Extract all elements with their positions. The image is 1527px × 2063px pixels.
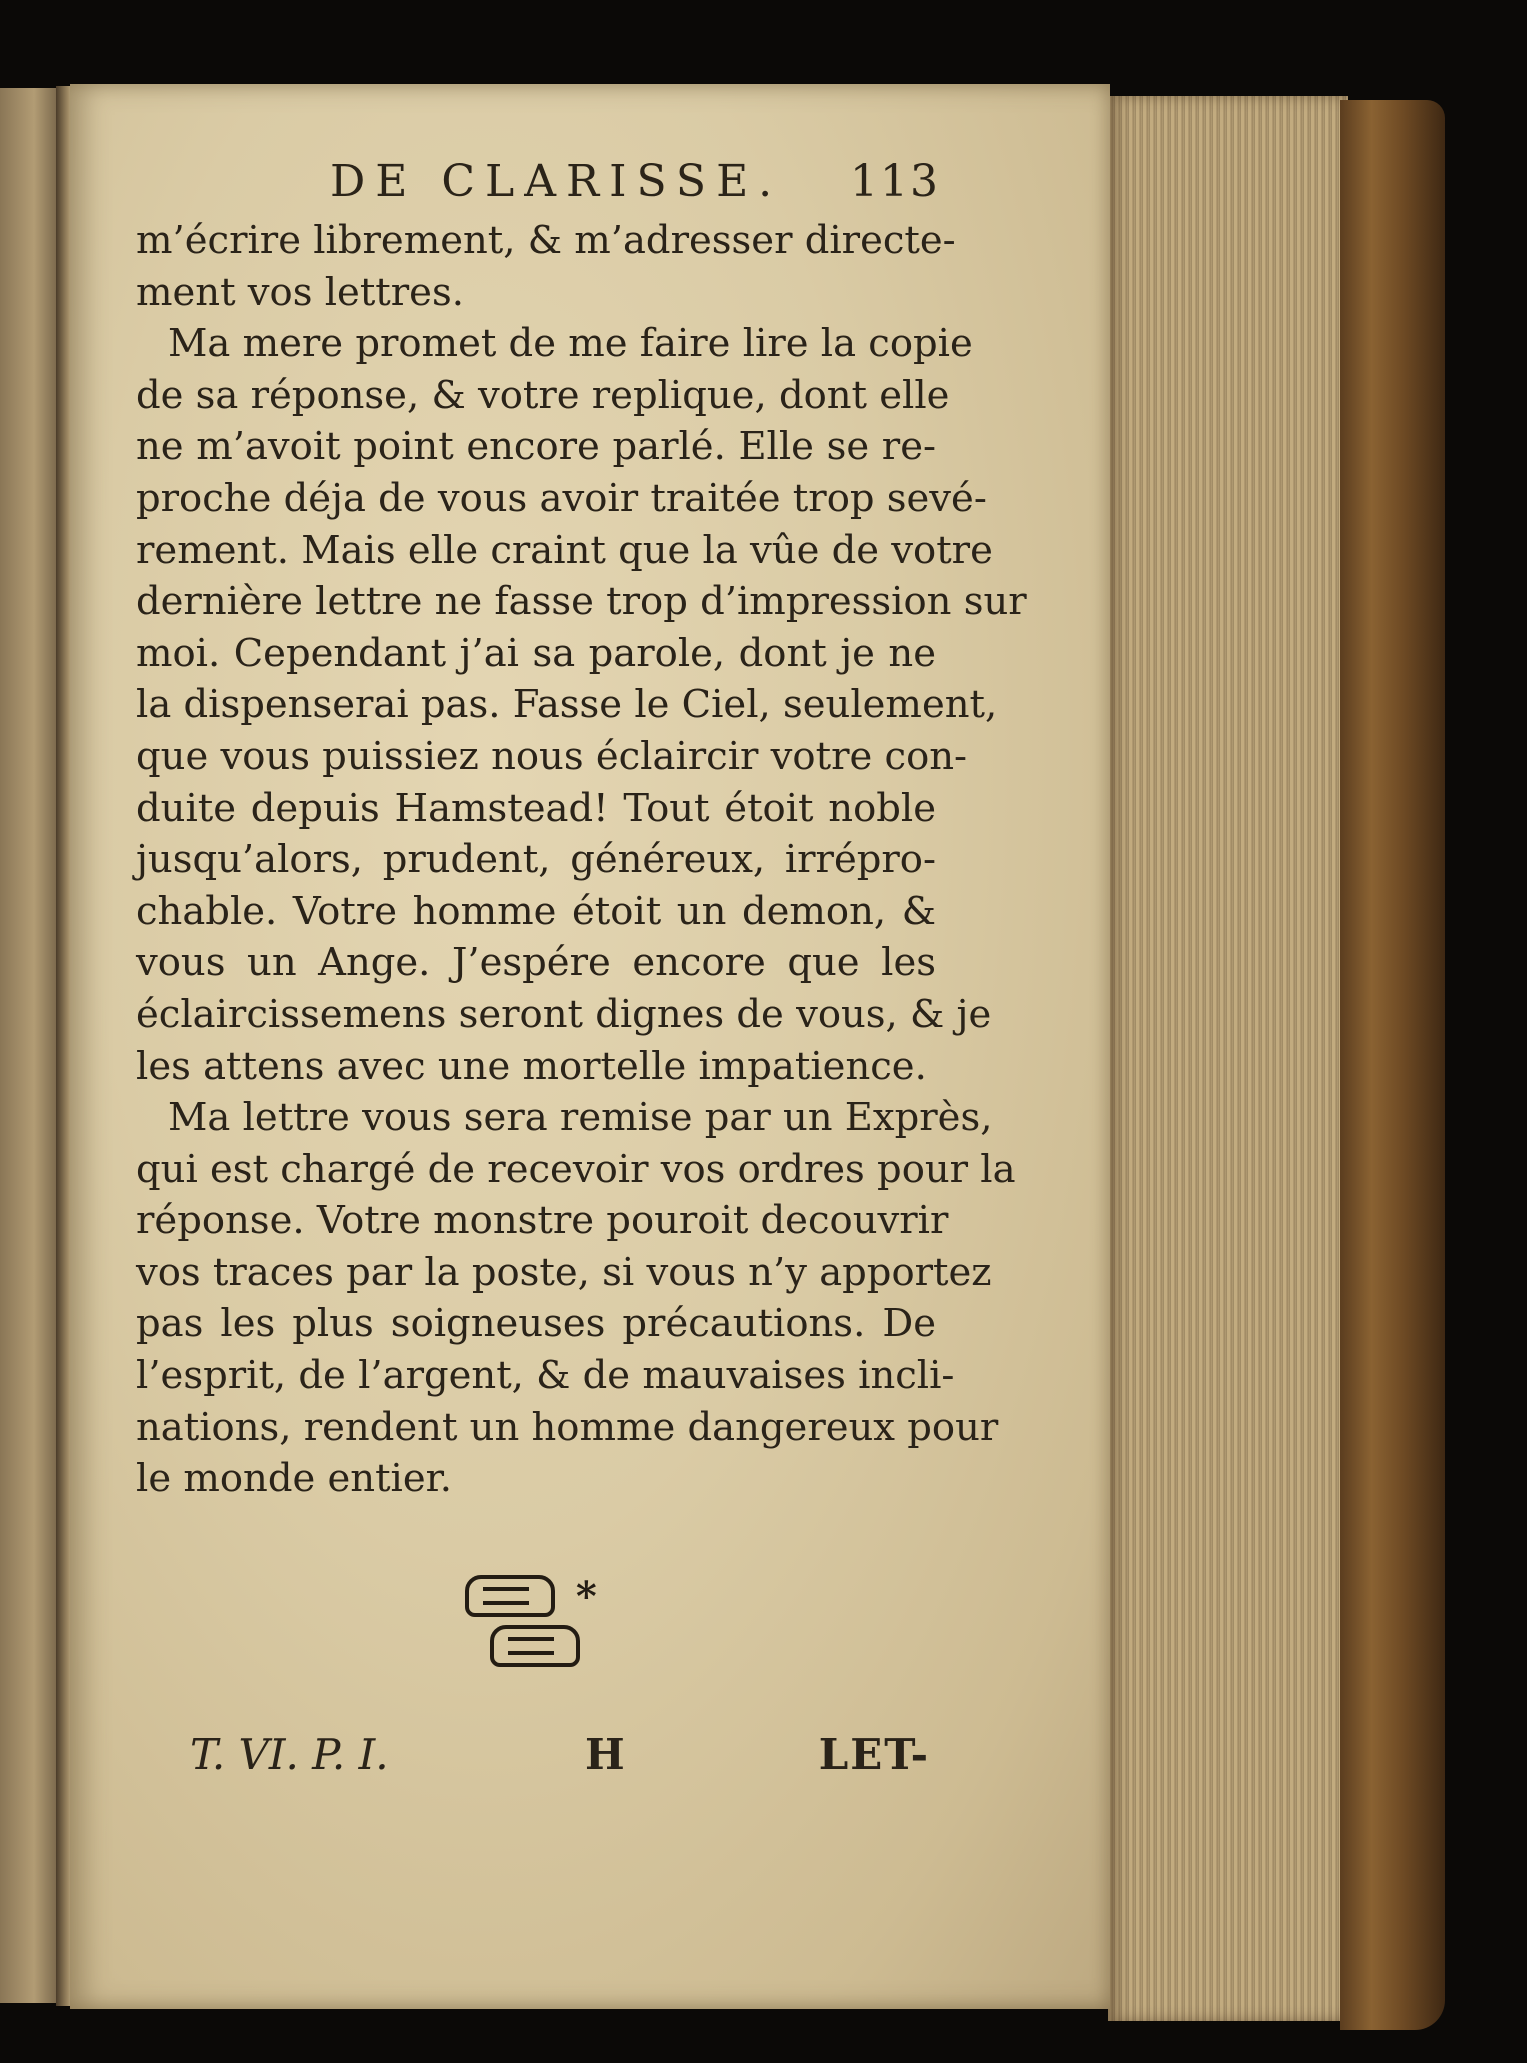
text-line: de sa réponse, & votre replique, dont elle — [136, 372, 950, 418]
page-number: 113 — [850, 156, 940, 207]
page-footer — [190, 1730, 930, 1786]
text-line: réponse. Votre monstre pouroit decouvrir — [136, 1198, 949, 1244]
text-line: m’écrire librement, & m’adresser directe- — [136, 218, 956, 263]
text-line: moi. Cependant j’ai sa parole, dont je ne — [136, 630, 936, 676]
ornament-left-icon — [465, 1575, 555, 1617]
text-line: dernière lettre ne fasse trop d’impression sur — [136, 579, 1027, 625]
text-line: Ma mere promet de me faire lire la copie — [168, 321, 973, 367]
text-line: jusqu’alors, prudent, généreux, irrépro- — [136, 837, 936, 883]
body-text — [136, 215, 1027, 1505]
ornament-star: * — [575, 1572, 599, 1620]
running-header — [330, 156, 940, 207]
text-line: Ma lettre vous sera remise par un Exprès, — [168, 1095, 993, 1141]
left-page-edge — [0, 88, 62, 2003]
page-fore-edge — [1108, 96, 1348, 2021]
text-line: la dispenserai pas. Fasse le Ciel, seulement, — [136, 682, 998, 728]
leather-cover — [1340, 100, 1445, 2030]
text-line: les attens avec une mortelle impatience. — [136, 1043, 927, 1089]
text-line: éclaircissemens seront dignes de vous, & je — [136, 991, 992, 1037]
text-line: rement. Mais elle craint que la vûe de votre — [136, 527, 993, 573]
text-line: que vous puissiez nous éclaircir votre con- — [136, 733, 968, 779]
catchword: LET- — [818, 1730, 930, 1779]
text-line: le monde entier. — [136, 1456, 453, 1502]
text-line: vous un Ange. J’espére encore que les — [136, 940, 936, 986]
text-line: ment vos lettres. — [136, 269, 464, 315]
text-line: chable. Votre homme étoit un demon, & — [136, 888, 936, 934]
text-line: proche déja de vous avoir traitée trop sevé- — [136, 475, 987, 521]
text-line: ne m’avoit point encore parlé. Elle se re- — [136, 424, 936, 470]
signature-mark: T. VI. P. I. — [190, 1730, 389, 1779]
text-line: vos traces par la poste, si vous n’y apportez — [136, 1249, 992, 1295]
gathering-letter: H — [585, 1730, 625, 1779]
text-line: qui est chargé de recevoir vos ordres pour la — [136, 1146, 1016, 1192]
ornament-right-icon — [490, 1625, 580, 1667]
text-line: nations, rendent un homme dangereux pour — [136, 1404, 999, 1450]
running-title: DE CLARISSE. — [330, 156, 783, 207]
text-line: duite depuis Hamstead! Tout étoit noble — [136, 785, 936, 831]
text-line: l’esprit, de l’argent, & de mauvaises incli- — [136, 1353, 955, 1399]
text-line: pas les plus soigneuses précautions. De — [136, 1301, 936, 1347]
printers-ornament — [425, 1570, 645, 1630]
